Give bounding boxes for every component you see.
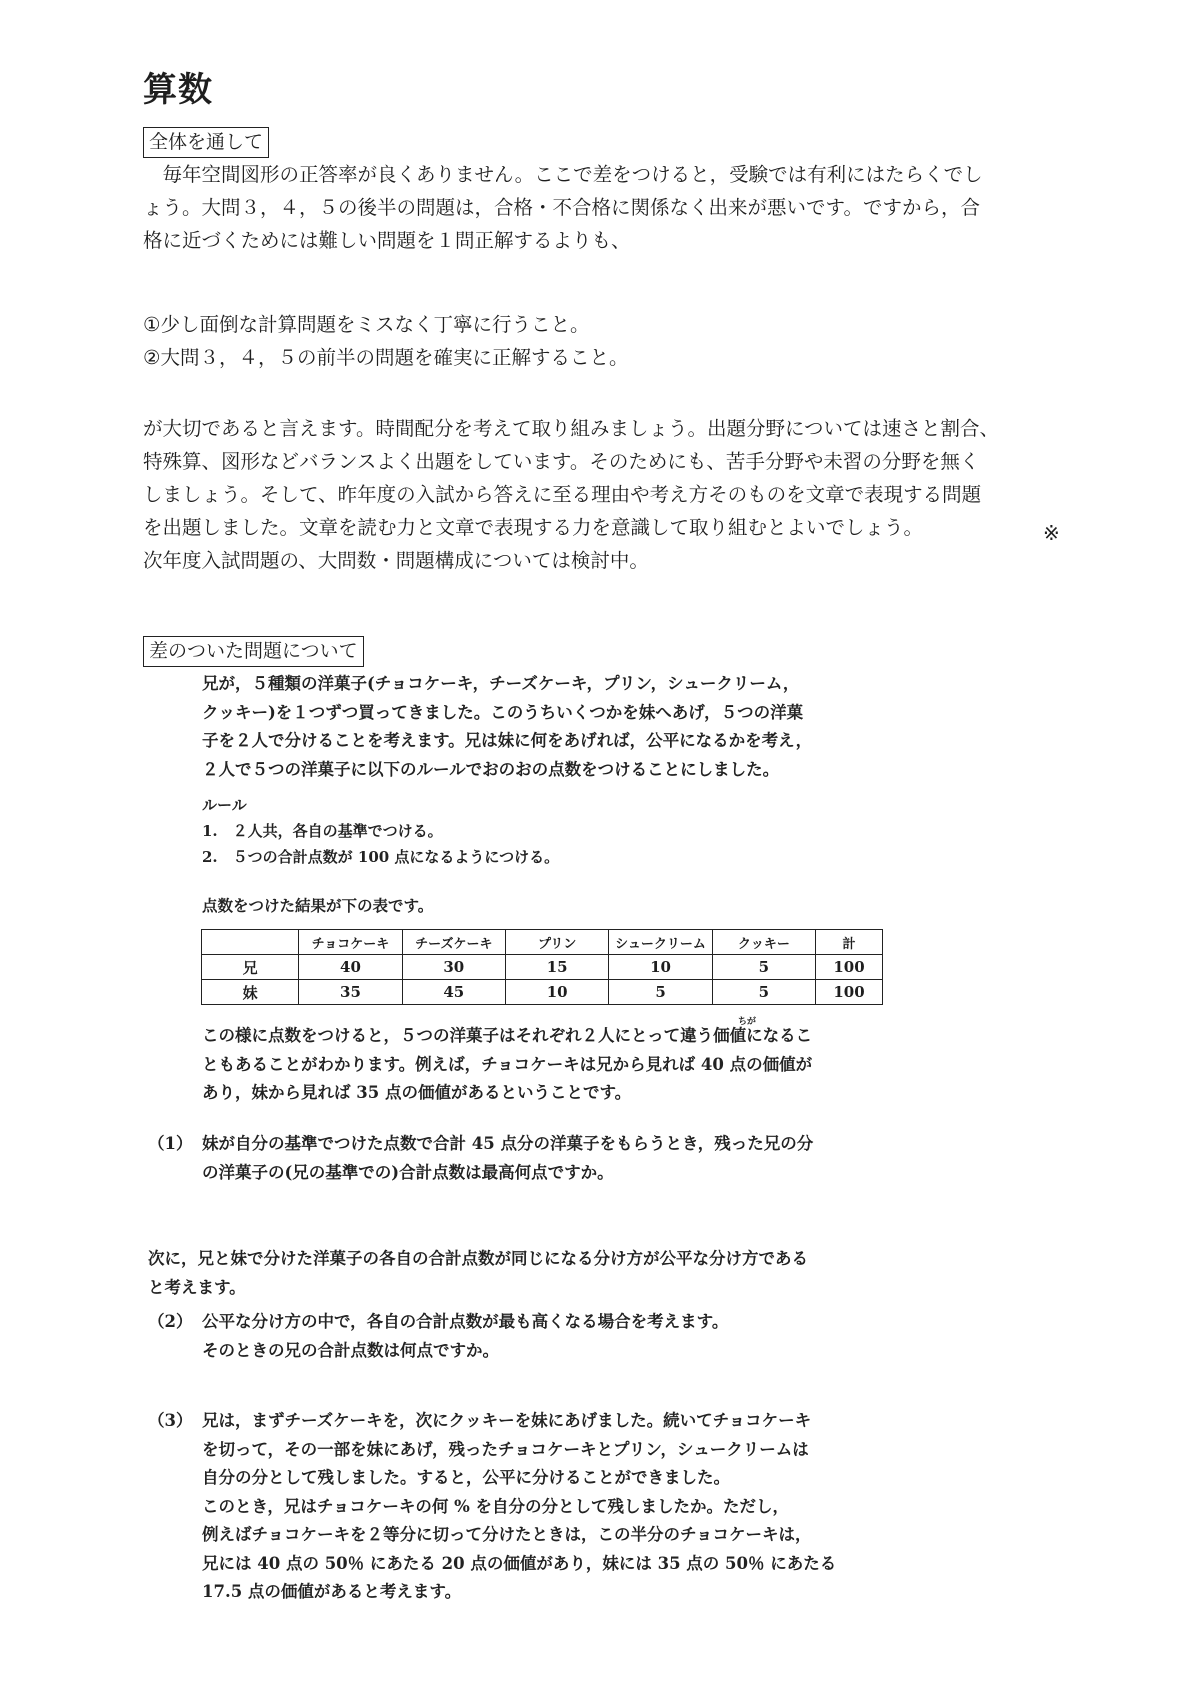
note-mark: ※	[1043, 521, 1060, 545]
fair-line: と考えます。	[148, 1277, 246, 1297]
question-1	[148, 1130, 908, 1187]
intro-line: 毎年空間図形の正答率が良くありません。ここで差をつけると，受験では有利にはたらくでし	[162, 163, 983, 186]
table-cell: 40	[299, 955, 402, 980]
section-heading-overall: 全体を通して	[143, 127, 269, 158]
problem-intro-line: 子を２人で分けることを考えます。兄は妹に何をあげれば，公平になるかを考え，	[202, 731, 813, 750]
table-row	[202, 955, 883, 980]
closing-line: しましょう。そして、昨年度の入試から答えに至る理由や考え方そのものを文章で表現する問題	[143, 483, 982, 506]
table-caption: 点数をつけた結果が下の表です。	[202, 896, 434, 915]
question-line: 兄には 40 点の 50％ にあたる 20 点の価値があり，妹には 35 点の 50％ にあたる	[202, 1553, 837, 1573]
closing-line: 次年度入試問題の、大問数・問題構成については検討中。	[143, 549, 649, 572]
rules-title: ルール	[202, 796, 247, 814]
rule-item: 2. ５つの合計点数が 100 点になるようにつける。	[202, 848, 560, 866]
problem-intro	[202, 670, 902, 784]
table-header-cell: チョコケーキ	[299, 930, 402, 955]
problem-intro-line: ２人で５つの洋菓子に以下のルールでおのおの点数をつけることにしました。	[202, 759, 780, 779]
overall-closing	[143, 412, 1073, 577]
intro-line: ょう。大問３，４，５の後半の問題は，合格・不合格に関係なく出来が悪いです。ですから，合	[143, 196, 980, 219]
fair-line: 次に，兄と妹で分けた洋菓子の各自の合計点数が同じになる分け方が公平な分け方である	[148, 1249, 808, 1268]
table-header-cell: シュークリーム	[609, 930, 712, 955]
rule-item: 1. ２人共，各自の基準でつける。	[202, 822, 443, 840]
overall-points	[143, 308, 1073, 374]
table-cell: 妹	[202, 980, 299, 1005]
table-cell: 30	[402, 955, 505, 980]
table-cell: 35	[299, 980, 402, 1005]
point-item: ①少し面倒な計算問題をミスなく丁寧に行うこと。	[143, 313, 590, 336]
table-header-cell: 計	[816, 930, 883, 955]
problem-intro-line: クッキー)を１つずつ買ってきました。このうちいくつかを妹へあげ，５つの洋菓	[202, 702, 804, 722]
points-table	[201, 929, 883, 1005]
question-line: を切って，その一部を妹にあげ，残ったチョコケーキとプリン，シュークリームは	[202, 1439, 809, 1459]
explain-line: ともあることがわかります。例えば，チョコケーキは兄から見れば 40 点の価値が	[202, 1054, 813, 1074]
explanation	[202, 1022, 902, 1108]
table-header-row	[202, 930, 883, 955]
question-line: 自分の分として残しました。すると，公平に分けることができました。	[202, 1468, 730, 1487]
question-line: そのときの兄の合計点数は何点ですか。	[202, 1340, 499, 1360]
question-line: の洋菓子の(兄の基準での)合計点数は最高何点ですか。	[202, 1162, 614, 1182]
point-item: ②大問３，４，５の前半の問題を確実に正解すること。	[143, 346, 629, 369]
section-heading-differentiating: 差のついた問題について	[143, 636, 364, 667]
closing-line: 特殊算、図形などバランスよく出題をしています。そのためにも、苦手分野や未習の分野を無く	[143, 450, 980, 473]
table-cell: 45	[402, 980, 505, 1005]
question-number: （1）	[148, 1134, 193, 1153]
table-row	[202, 980, 883, 1005]
closing-line: が大切であると言えます。時間配分を考えて取り組みましょう。出題分野については速さと割合、	[143, 417, 1000, 440]
explain-line: あり，妹から見れば 35 点の価値があるということです。	[202, 1083, 632, 1102]
table-header-cell: チーズケーキ	[402, 930, 505, 955]
question-line: 兄は，まずチーズケーキを，次にクッキーを妹にあげました。続いてチョコケーキ	[202, 1411, 812, 1430]
table-header-cell: クッキー	[712, 930, 815, 955]
fairness-definition	[148, 1245, 908, 1302]
table-cell: 5	[712, 980, 815, 1005]
question-line: 例えばチョコケーキを２等分に切って分けたときは，この半分のチョコケーキは，	[202, 1525, 812, 1544]
question-line: 17.5 点の価値があると考えます。	[202, 1582, 462, 1601]
table-cell: 10	[506, 980, 609, 1005]
question-2	[148, 1308, 908, 1365]
question-line: このとき，兄はチョコケーキの何 % を自分の分として残しましたか。ただし，	[202, 1496, 790, 1516]
question-line: 妹が自分の基準でつけた点数で合計 45 点分の洋菓子をもらうとき，残った兄の分	[202, 1134, 814, 1153]
overall-body	[143, 158, 1073, 257]
question-3	[148, 1407, 948, 1607]
intro-line: 格に近づくためには難しい問題を１問正解するよりも、	[143, 229, 631, 252]
question-number: （3）	[148, 1411, 193, 1430]
table-cell: 100	[816, 955, 883, 980]
question-number: （2）	[148, 1312, 193, 1331]
page-title: 算数	[143, 70, 213, 110]
table-header-cell	[202, 930, 299, 955]
table-header-cell: プリン	[506, 930, 609, 955]
explain-line: この様に点数をつけると，５つの洋菓子はそれぞれ２人にとって違う価値になるこ	[202, 1026, 813, 1045]
table-cell: 10	[609, 955, 712, 980]
table-cell: 5	[609, 980, 712, 1005]
table-cell: 兄	[202, 955, 299, 980]
table-cell: 15	[506, 955, 609, 980]
ruby-reading: ちが	[738, 1017, 757, 1027]
table-cell: 100	[816, 980, 883, 1005]
closing-line: を出題しました。文章を読む力と文章で表現する力を意識して取り組むとよいでしょう。	[143, 516, 924, 539]
problem-intro-line: 兄が，５種類の洋菓子(チョコケーキ，チーズケーキ，プリン，シュークリーム，	[202, 674, 800, 693]
question-line: 公平な分け方の中で，各自の合計点数が最も高くなる場合を考えます。	[202, 1312, 729, 1331]
table-cell: 5	[712, 955, 815, 980]
rules-block	[202, 792, 559, 870]
